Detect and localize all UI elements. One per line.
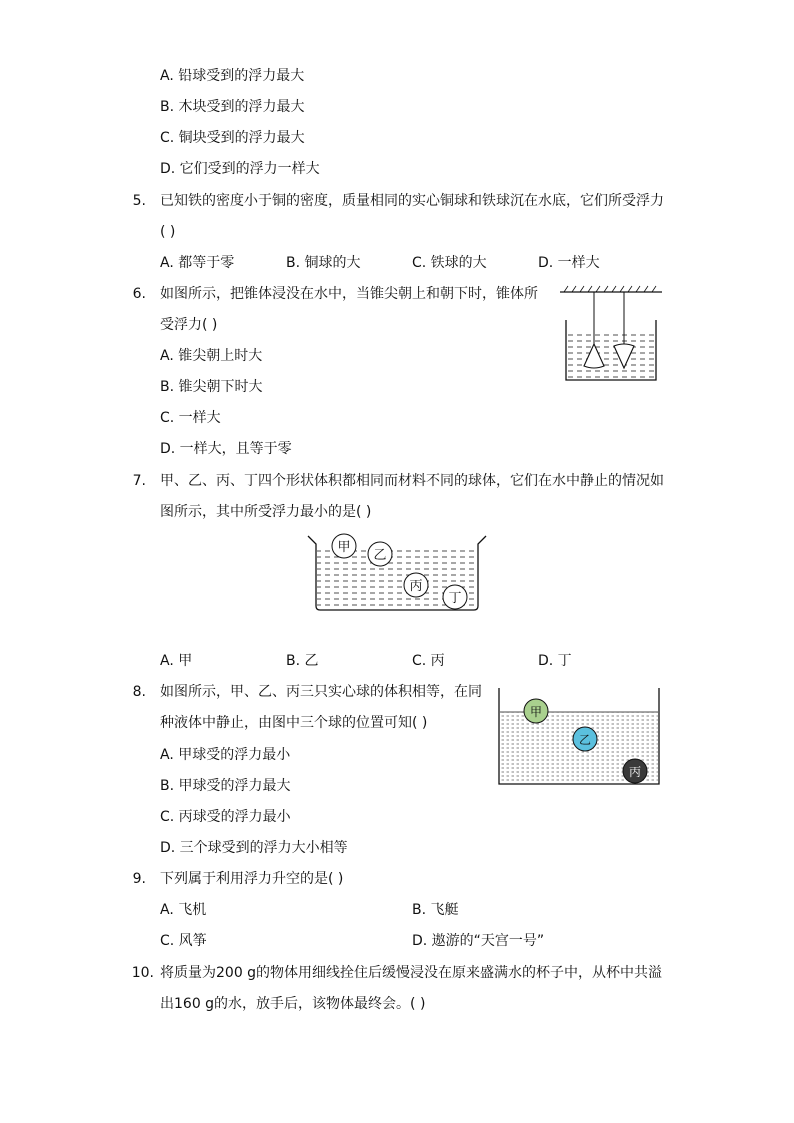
q4-option-c: C. 铜块受到的浮力最大 (160, 130, 305, 146)
q6-stem-line2: 受浮力( ) (160, 317, 218, 333)
q8-number: 8. (132, 684, 146, 700)
q4-option-d: D. 它们受到的浮力一样大 (160, 161, 320, 177)
q7-balls-figure (306, 530, 488, 614)
q8-option-d: D. 三个球受到的浮力大小相等 (160, 840, 348, 856)
q7-option-c: C. 丙 (412, 653, 445, 669)
q7-ball-yi: 乙 (373, 548, 387, 563)
q7-ball-bing: 丙 (409, 579, 423, 594)
q7-ball-ding: 丁 (448, 591, 462, 606)
q6-number: 6. (132, 286, 146, 302)
q8-stem-line1: 如图所示，甲、乙、丙三只实心球的体积相等，在同 (160, 684, 482, 700)
q7-stem-line1: 甲、乙、丙、丁四个形状体积都相同而材料不同的球体，它们在水中静止的情况如 (160, 473, 664, 489)
q7-option-a: A. 甲 (160, 653, 193, 669)
q5-option-a: A. 都等于零 (160, 255, 235, 271)
q6-option-c: C. 一样大 (160, 410, 221, 426)
q8-option-b: B. 甲球受的浮力最大 (160, 778, 291, 794)
q8-balls-figure (496, 686, 662, 788)
q5-option-c: C. 铁球的大 (412, 255, 487, 271)
q8-ball-jia: 甲 (529, 705, 543, 719)
q5-number: 5. (132, 193, 146, 209)
q9-option-d: D. 遨游的“天宫一号” (412, 933, 545, 949)
q6-option-d: D. 一样大，且等于零 (160, 441, 292, 457)
q6-cone-figure (558, 284, 664, 384)
q9-stem-line1: 下列属于利用浮力升空的是( ) (160, 871, 344, 887)
q10-stem-line1: 将质量为200 g的物体用细线拴住后缓慢浸没在原来盛满水的杯子中，从杯中共溢 (160, 965, 663, 981)
q7-option-d: D. 丁 (538, 653, 572, 669)
q10-number: 10. (131, 965, 154, 981)
q8-ball-bing: 丙 (628, 765, 642, 779)
q6-option-a: A. 锥尖朝上时大 (160, 348, 263, 364)
q8-ball-yi: 乙 (578, 733, 592, 747)
q5-option-b: B. 铜球的大 (286, 255, 361, 271)
q5-stem-line2: ( ) (160, 224, 176, 240)
q6-stem-line1: 如图所示，把锥体浸没在水中，当锥尖朝上和朝下时，锥体所 (160, 286, 538, 302)
q5-stem-line1: 已知铁的密度小于铜的密度，质量相同的实心铜球和铁球沉在水底，它们所受浮力 (160, 193, 664, 209)
q9-number: 9. (132, 871, 146, 887)
q7-number: 7. (132, 473, 146, 489)
q9-option-b: B. 飞艇 (412, 902, 459, 918)
q5-option-d: D. 一样大 (538, 255, 600, 271)
q8-option-c: C. 丙球受的浮力最小 (160, 809, 291, 825)
q8-option-a: A. 甲球受的浮力最小 (160, 747, 291, 763)
q7-ball-jia: 甲 (337, 540, 351, 555)
q10-stem-line2: 出160 g的水，放手后，该物体最终会。( ) (160, 996, 426, 1012)
q9-option-c: C. 风筝 (160, 933, 207, 949)
q4-option-a: A. 铅球受到的浮力最大 (160, 68, 305, 84)
q9-option-a: A. 飞机 (160, 902, 207, 918)
q7-stem-line2: 图所示，其中所受浮力最小的是( ) (160, 504, 372, 520)
q4-option-b: B. 木块受到的浮力最大 (160, 99, 305, 115)
q7-option-b: B. 乙 (286, 653, 319, 669)
q6-option-b: B. 锥尖朝下时大 (160, 379, 263, 395)
q8-stem-line2: 种液体中静止，由图中三个球的位置可知( ) (160, 715, 428, 731)
